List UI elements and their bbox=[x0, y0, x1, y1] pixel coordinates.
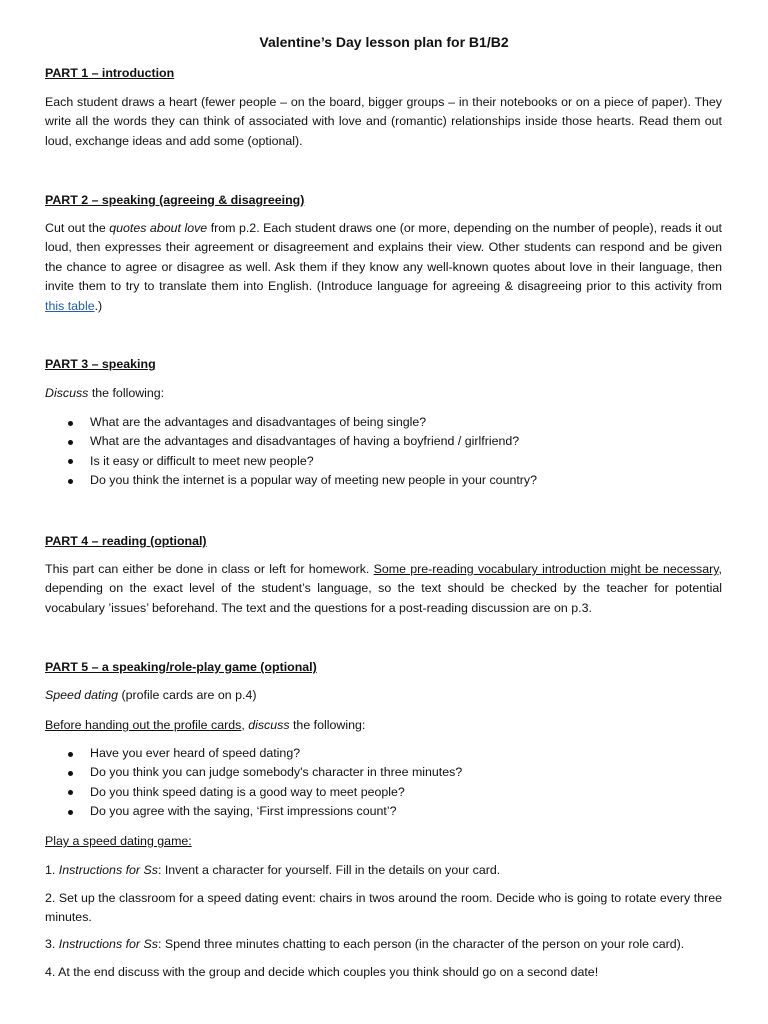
list-item: Do you think speed dating is a good way to meet people? bbox=[45, 783, 462, 802]
before-handing-text: Before handing out the profile cards bbox=[45, 718, 242, 732]
part2-text bbox=[45, 219, 722, 316]
part4-text-b: , depending on the exact level of the student’s language, so the text should be checked by the teacher for potential vocabulary ’issues’ beforehand. The text and the questions for a post-reading discussion are on p.3. bbox=[45, 562, 722, 615]
part3-following: the following: bbox=[88, 386, 165, 400]
part3-discuss: Discuss bbox=[45, 386, 89, 400]
list-item: Do you think you can judge somebody's character in three minutes? bbox=[45, 763, 462, 782]
step-4: 4. At the end discuss with the group and decide which couples you think should go on a second date! bbox=[45, 965, 599, 979]
part4-text bbox=[45, 560, 722, 618]
list-item: Do you think the internet is a popular way of meeting new people in your country? bbox=[45, 471, 537, 490]
part2-text-c: .) bbox=[94, 298, 103, 313]
comma: , bbox=[241, 718, 249, 732]
part1-heading: PART 1 – introduction bbox=[45, 66, 175, 80]
profile-note: (profile cards are on p.4) bbox=[118, 688, 257, 702]
step3-label: Instructions for Ss bbox=[58, 937, 158, 951]
document-title: Valentine’s Day lesson plan for B1/B2 bbox=[259, 34, 509, 50]
part1-text: Each student draws a heart (fewer people – on the board, bigger groups – in their notebooks or on a piece of paper). They write all the words they can think of associated with love and (romantic) relationships inside those hearts. Read them out loud, exchange ideas and add some (optional). bbox=[45, 95, 722, 148]
step3-number: 3. bbox=[45, 937, 59, 951]
part5-following: the following: bbox=[289, 718, 366, 732]
part2-text-a: Cut out the bbox=[45, 221, 110, 235]
part2-heading: PART 2 – speaking (agreeing & disagreeing) bbox=[45, 193, 305, 207]
part5-discuss: discuss bbox=[248, 718, 290, 732]
list-item: Have you ever heard of speed dating? bbox=[45, 744, 462, 763]
part4-heading: PART 4 – reading (optional) bbox=[45, 534, 207, 548]
list-item: Do you agree with the saying, ‘First impressions count’? bbox=[45, 802, 462, 821]
this-table-link[interactable]: this table bbox=[45, 298, 95, 313]
part4-underlined-text: Some pre-reading vocabulary introduction might be necessary bbox=[373, 562, 719, 576]
part3-heading: PART 3 – speaking bbox=[45, 357, 156, 371]
part3-instruction bbox=[45, 384, 164, 403]
list-item: What are the advantages and disadvantages of being single? bbox=[45, 413, 537, 432]
part5-heading: PART 5 – a speaking/role-play game (optional) bbox=[45, 660, 317, 674]
step-3 bbox=[45, 935, 684, 954]
part3-bullet-list bbox=[45, 413, 537, 491]
part2-text-b: from p.2. Each student draws one (or more, depending on the number of people), reads it out loud, then expresses their agreement or disagreement and explains their view. Other students can respond and be given the chance to agree or disagree as well. Ask them if they know any well-known quotes about love in their language, then invite them to try to translate them into English. (Introduce language for agreeing & disagreeing prior to this activity from bbox=[45, 221, 723, 294]
quotes-about-love: quotes about love bbox=[109, 221, 208, 235]
speed-dating-label: Speed dating bbox=[45, 688, 119, 702]
list-item: What are the advantages and disadvantages of having a boyfriend / girlfriend? bbox=[45, 432, 537, 451]
play-game-heading: Play a speed dating game: bbox=[45, 834, 192, 848]
part4-text-a: This part can either be done in class or left for homework. bbox=[45, 562, 374, 576]
step3-text: : Spend three minutes chatting to each person (in the character of the person on your role card). bbox=[157, 937, 685, 951]
step1-text: : Invent a character for yourself. Fill in the details on your card. bbox=[157, 863, 501, 877]
step1-number: 1. bbox=[45, 863, 59, 877]
speed-dating-line bbox=[45, 686, 256, 705]
before-handing-line bbox=[45, 716, 365, 735]
list-item: Is it easy or difficult to meet new people? bbox=[45, 452, 537, 471]
step-2: 2. Set up the classroom for a speed dating event: chairs in twos around the room. Decide who is going to rotate every three minutes. bbox=[45, 891, 722, 925]
step1-label: Instructions for Ss bbox=[58, 863, 158, 877]
step-1 bbox=[45, 861, 500, 880]
part5-bullet-list bbox=[45, 744, 462, 822]
